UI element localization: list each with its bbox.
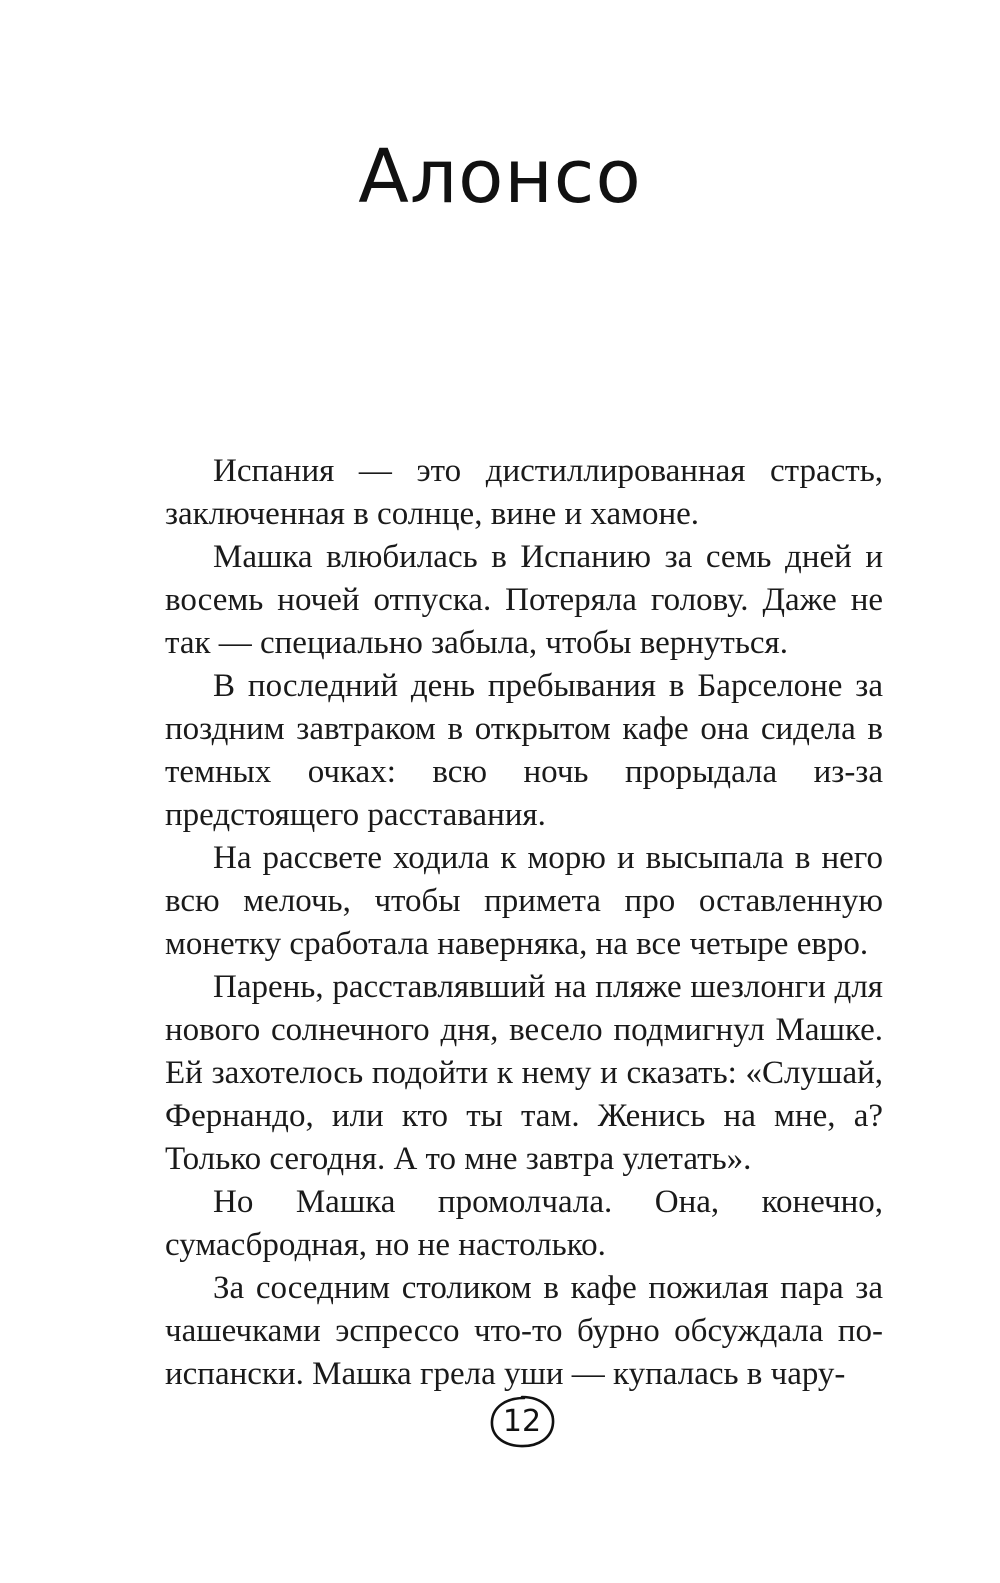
paragraph: Парень, расставлявший на пляже шезлонги для нового солнечного дня, весело подмигнул Машке. Ей захотелось подойти к нему и сказать: «Слушай, Фернандо, или кто ты там. Женись на мне, а? Только сегодня. А то мне завтра улетать». <box>165 969 883 1177</box>
chapter-title: Алонсо <box>358 134 642 220</box>
paragraph: В последний день пребывания в Барселоне за поздним завтраком в открытом кафе она сидела в темных очках: всю ночь прорыдала из-за предстоящего расставания. <box>165 668 883 833</box>
paragraph: Но Машка промолчала. Она, конечно, сумасбродная, но не настолько. <box>165 1184 883 1263</box>
paragraph: За соседним столиком в кафе пожилая пара за чашечками эспрессо что-то бурно обсуждала по-испански. Машка грела уши — купалась в чару- <box>165 1270 883 1392</box>
paragraph: На рассвете ходила к морю и высыпала в него всю мелочь, чтобы примета про оставленную монетку сработала наверняка, на все четыре евро. <box>165 840 883 962</box>
page-number: 12 <box>502 1404 542 1439</box>
body-text <box>165 450 883 1396</box>
paragraph: Испания — это дистиллированная страсть, заключенная в солнце, вине и хамоне. <box>165 453 883 532</box>
paragraph: Машка влюбилась в Испанию за семь дней и восемь ночей отпуска. Потеряла голову. Даже не так — специально забыла, чтобы вернуться. <box>165 539 883 661</box>
page-footer <box>0 1393 1000 1453</box>
